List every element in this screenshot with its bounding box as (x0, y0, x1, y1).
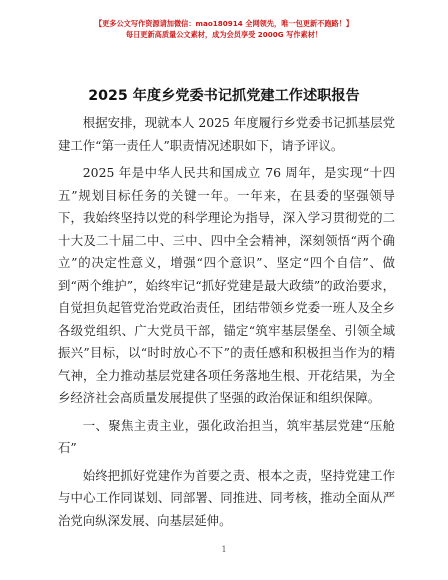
section-heading-1: 一、聚焦主责主业，强化政治担当，筑牢基层党建“压舱石” (58, 417, 395, 455)
document-body (58, 112, 395, 532)
promo-banner-line-1: 【更多公文写作资源请加微信：mao180914 全网领先，唯一包更新不跑路！】 (94, 19, 354, 28)
document-title: 2025 年度乡党委书记抓党建工作述职报告 (88, 88, 360, 104)
promo-banner-line-2: 每日更新高质量公文素材，成为会员享受 2000G 写作素材！ (125, 30, 323, 39)
paragraph-intro: 根据安排，现就本人 2025 年度履行乡党委书记抓基层党建工作“第一责任人”职责情况述职如下，请予评议。 (58, 115, 395, 153)
paragraph-section-1: 始终把抓好党建作为首要之责、根本之责，坚持党建工作与中心工作同谋划、同部署、同推进、同考核，推动全面从严治党向纵深发展、向基层延伸。 (58, 467, 395, 528)
paragraph-overview: 2025 年是中华人民共和国成立 76 周年，是实现“十四五”规划目标任务的关键一年。一年来，在县委的坚强领导下，我始终坚持以党的科学理论为指导，深入学习贯彻党的二十大及二十届二中、三中、四中全会精神，深刻领悟“两个确立”的决定性意义，增强“四个意识”、坚定“四个自信”、做到“两个维护”，始终牢记“抓好党建是最大政绩”的政治要求，自觉担负起管党治党政治责任，团结带领乡党委一班人及全乡各级党组织、广大党员干部，锚定“筑牢基层堡垒、引领全域振兴”目标，以“时时放心不下”的责任感和积极担当作为的精气神，全力推动基层党建各项任务落地生根、开花结果，为全乡经济社会高质量发展提供了坚强的政治保证和组织保障。 (58, 165, 395, 405)
page-number: 1 (221, 545, 227, 554)
promo-banner (0, 18, 448, 40)
